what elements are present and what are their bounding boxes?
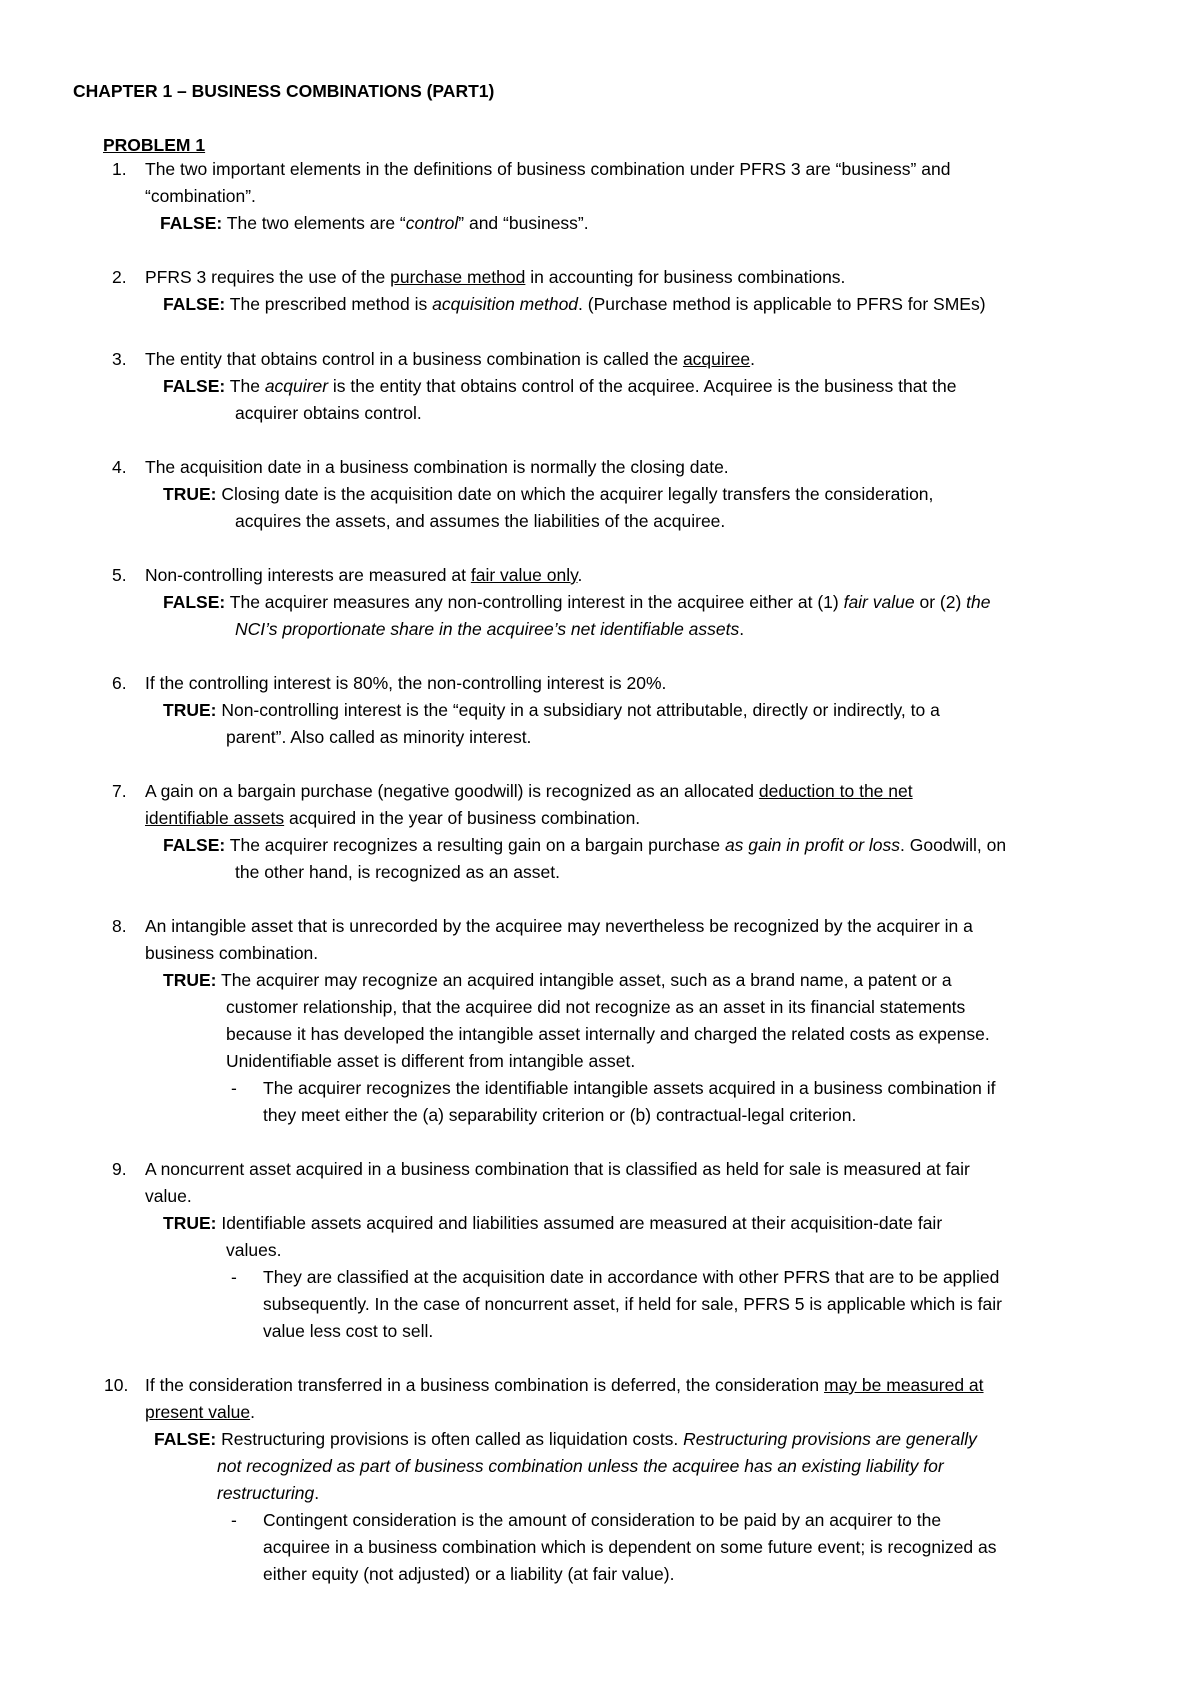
item-answer-cont: customer relationship, that the acquiree did not recognize as an asset in its financial statements [226, 997, 966, 1017]
item-question-cont: business combination. [145, 943, 319, 963]
answer-label: TRUE: [163, 1213, 217, 1233]
sub-point-cont: acquiree in a business combination which is dependent on some future event; is recognized as [263, 1537, 997, 1557]
item-number: 7. [112, 781, 127, 801]
item-question: If the consideration transferred in a business combination is deferred, the consideration may be measured at [145, 1375, 984, 1395]
item-answer: FALSE: The acquirer is the entity that obtains control of the acquiree. Acquiree is the business that the [163, 376, 957, 396]
answer-label: FALSE: [163, 592, 226, 612]
answer-label: TRUE: [163, 484, 217, 504]
item-answer: FALSE: The acquirer recognizes a resulting gain on a bargain purchase as gain in profit or loss. Goodwill, on [163, 835, 1007, 855]
item-answer: TRUE: The acquirer may recognize an acquired intangible asset, such as a brand name, a patent or a [163, 970, 952, 990]
item-answer: FALSE: The two elements are “control” and “business”. [160, 213, 589, 233]
answer-label: FALSE: [163, 835, 226, 855]
answer-label: TRUE: [163, 700, 217, 720]
item-answer: TRUE: Identifiable assets acquired and liabilities assumed are measured at their acquisition-date fair [163, 1213, 943, 1233]
item-question: A noncurrent asset acquired in a business combination that is classified as held for sale is measured at fair [145, 1159, 970, 1179]
item-question-cont: present value. [145, 1402, 255, 1422]
item-number: 1. [112, 159, 127, 179]
item-answer: FALSE: The acquirer measures any non-controlling interest in the acquiree either at (1) fair value or (2) the [163, 592, 991, 612]
item-number: 6. [112, 673, 127, 693]
item-answer-cont: the other hand, is recognized as an asset. [235, 862, 560, 882]
item-answer-cont: Unidentifiable asset is different from intangible asset. [226, 1051, 636, 1071]
dash-bullet: - [231, 1078, 237, 1098]
item-number: 3. [112, 349, 127, 369]
item-number: 9. [112, 1159, 127, 1179]
sub-point: They are classified at the acquisition date in accordance with other PFRS that are to be applied [263, 1267, 1000, 1287]
item-answer-cont: values. [226, 1240, 282, 1260]
sub-point-cont: they meet either the (a) separability criterion or (b) contractual-legal criterion. [263, 1105, 857, 1125]
sub-point-cont: value less cost to sell. [263, 1321, 434, 1341]
item-answer: FALSE: The prescribed method is acquisition method. (Purchase method is applicable to PFRS for SMEs) [163, 294, 986, 314]
item-question: A gain on a bargain purchase (negative goodwill) is recognized as an allocated deduction to the net [145, 781, 913, 801]
item-question: The two important elements in the definitions of business combination under PFRS 3 are “business” and [145, 159, 951, 179]
item-number: 10. [104, 1375, 129, 1395]
answer-label: TRUE: [163, 970, 217, 990]
item-question-cont: value. [145, 1186, 192, 1206]
item-answer-cont: NCI’s proportionate share in the acquiree’s net identifiable assets. [235, 619, 745, 639]
dash-bullet: - [231, 1267, 237, 1287]
item-question: The acquisition date in a business combination is normally the closing date. [145, 457, 729, 477]
sub-point: The acquirer recognizes the identifiable intangible assets acquired in a business combination if [263, 1078, 996, 1098]
item-answer-cont: because it has developed the intangible asset internally and charged the related costs as expense. [226, 1024, 990, 1044]
item-question: An intangible asset that is unrecorded by the acquiree may nevertheless be recognized by the acquirer in a [145, 916, 973, 936]
item-answer: FALSE: Restructuring provisions is often called as liquidation costs. Restructuring provisions are generally [154, 1429, 977, 1449]
dash-bullet: - [231, 1510, 237, 1530]
sub-point-cont: either equity (not adjusted) or a liability (at fair value). [263, 1564, 675, 1584]
item-question: PFRS 3 requires the use of the purchase method in accounting for business combinations. [145, 267, 846, 287]
item-answer-cont: acquirer obtains control. [235, 403, 422, 423]
item-answer-cont: not recognized as part of business combination unless the acquiree has an existing liability for [217, 1456, 944, 1476]
item-answer-cont: parent”. Also called as minority interest. [226, 727, 532, 747]
answer-label: FALSE: [163, 376, 226, 396]
item-answer-cont: restructuring. [217, 1483, 320, 1503]
item-number: 2. [112, 267, 127, 287]
item-answer-cont: acquires the assets, and assumes the liabilities of the acquiree. [235, 511, 726, 531]
sub-point-cont: subsequently. In the case of noncurrent asset, if held for sale, PFRS 5 is applicable which is fair [263, 1294, 1002, 1314]
item-number: 4. [112, 457, 127, 477]
item-question: Non-controlling interests are measured at fair value only. [145, 565, 583, 585]
item-question: If the controlling interest is 80%, the non-controlling interest is 20%. [145, 673, 667, 693]
problem-heading: PROBLEM 1 [103, 135, 206, 155]
answer-label: FALSE: [154, 1429, 217, 1449]
item-question-cont: “combination”. [145, 186, 256, 206]
item-question: The entity that obtains control in a business combination is called the acquiree. [145, 349, 755, 369]
answer-label: FALSE: [163, 294, 226, 314]
sub-point: Contingent consideration is the amount of consideration to be paid by an acquirer to the [263, 1510, 942, 1530]
item-number: 8. [112, 916, 127, 936]
item-number: 5. [112, 565, 127, 585]
item-question-cont: identifiable assets acquired in the year of business combination. [145, 808, 641, 828]
item-answer: TRUE: Closing date is the acquisition date on which the acquirer legally transfers the consideration, [163, 484, 934, 504]
chapter-title: CHAPTER 1 – BUSINESS COMBINATIONS (PART1) [73, 81, 495, 101]
answer-label: FALSE: [160, 213, 223, 233]
item-answer: TRUE: Non-controlling interest is the “equity in a subsidiary not attributable, directly or indirectly, to a [163, 700, 940, 720]
